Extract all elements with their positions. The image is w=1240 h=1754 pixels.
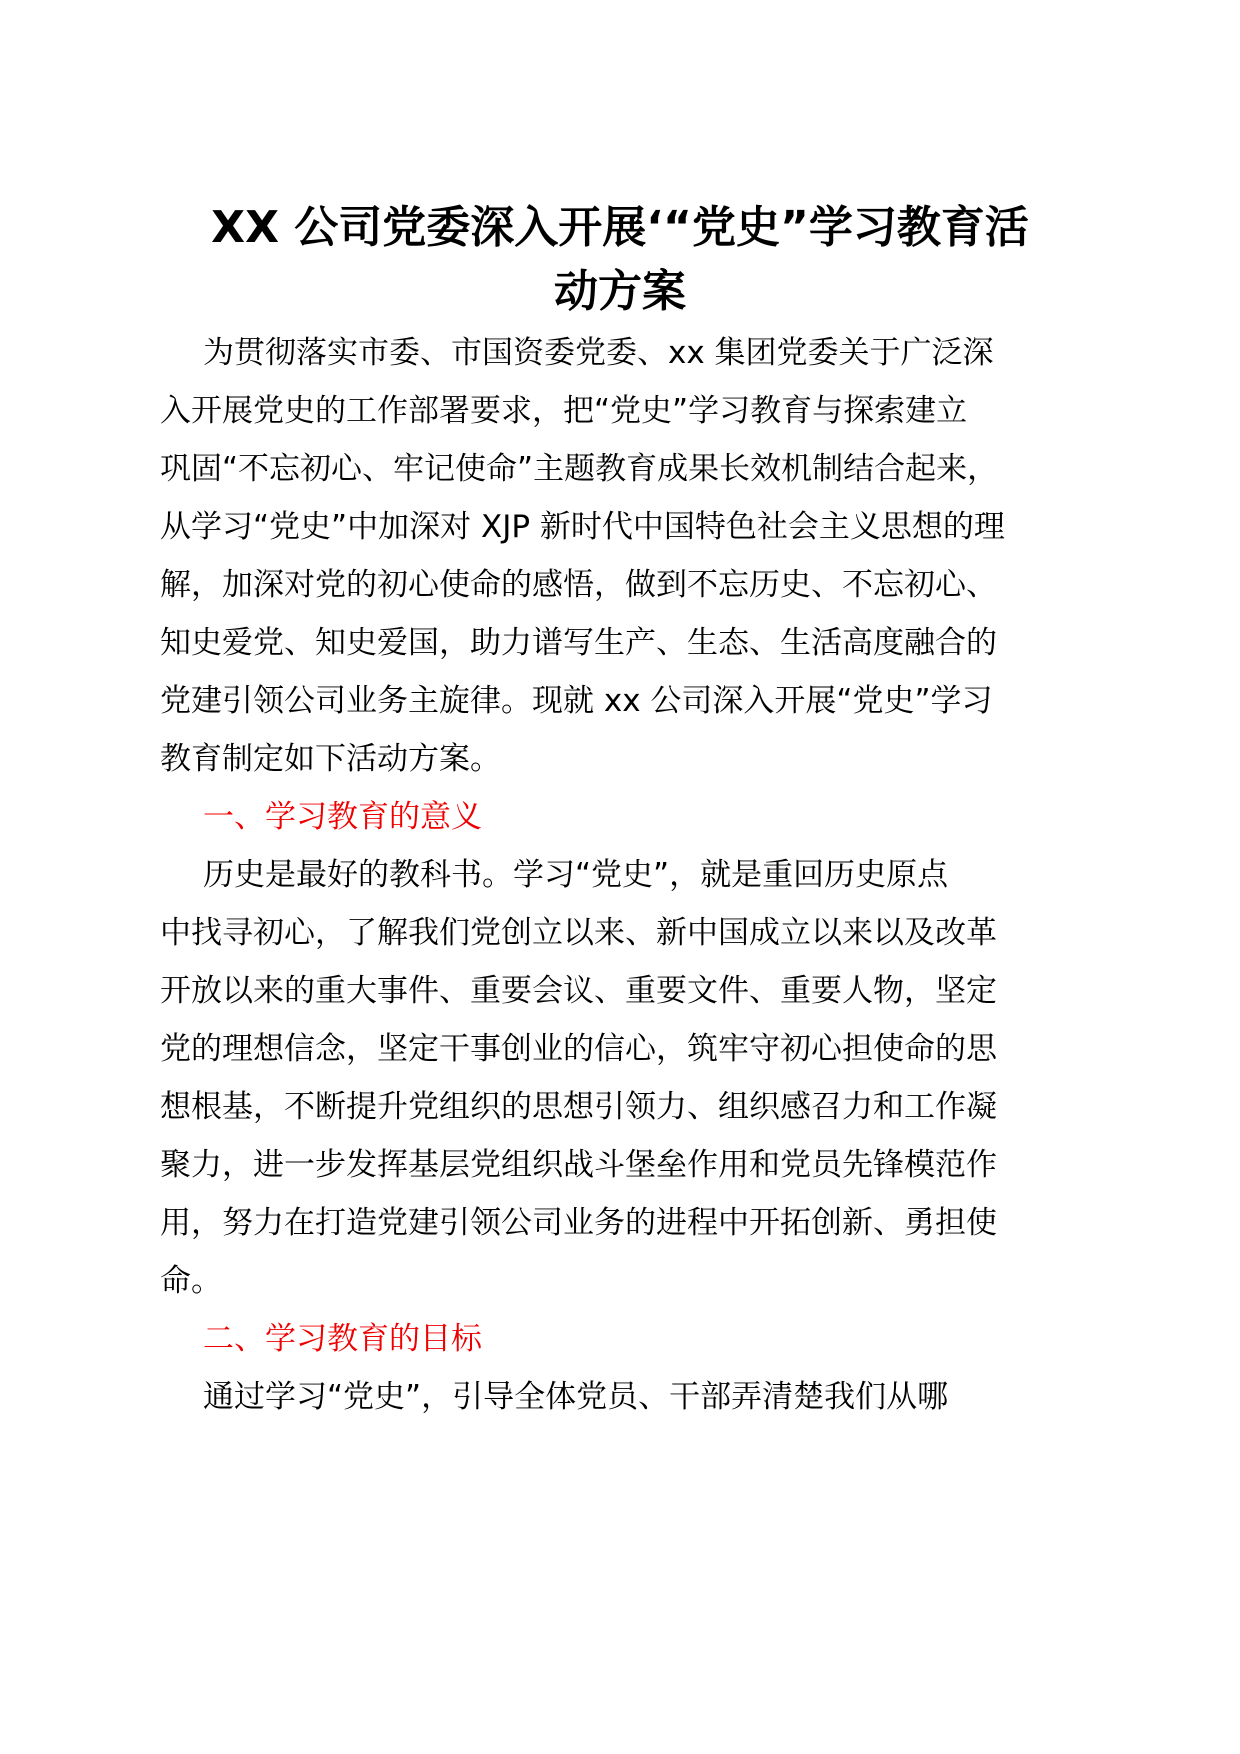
intro-line: 从学习“党史”中加深对 XJP 新时代中国特色社会主义思想的理: [160, 509, 1005, 545]
section-1-line: 开放以来的重大事件、重要会议、重要文件、重要人物，坚定: [160, 973, 997, 1009]
intro-line: 教育制定如下活动方案。: [160, 741, 501, 777]
section-1-line: 党的理想信念，坚定干事创业的信心，筑牢守初心担使命的思: [160, 1031, 997, 1067]
section-2-line: 通过学习“党史”，引导全体党员、干部弄清楚我们从哪: [203, 1379, 949, 1415]
section-1-line: 聚力，进一步发挥基层党组织战斗堡垒作用和党员先锋模范作: [160, 1147, 997, 1183]
section-1-line: 想根基，不断提升党组织的思想引领力、组织感召力和工作凝: [160, 1089, 997, 1125]
section-1-line: 命。: [160, 1263, 222, 1299]
section-2-heading: 二、学习教育的目标: [203, 1321, 482, 1357]
section-1-line: 历史是最好的教科书。学习“党史”，就是重回历史原点: [203, 857, 949, 893]
intro-line: 巩固“不忘初心、牢记使命”主题教育成果长效机制结合起来，: [160, 451, 999, 487]
title-line-1: XX 公司党委深入开展‘“党史”学习教育活: [211, 202, 1029, 253]
intro-line: 党建引领公司业务主旋律。现就 xx 公司深入开展“党史”学习: [160, 683, 993, 719]
intro-line: 解，加深对党的初心使命的感悟，做到不忘历史、不忘初心、: [160, 567, 997, 603]
section-1-line: 用，努力在打造党建引领公司业务的进程中开拓创新、勇担使: [160, 1205, 997, 1241]
intro-line: 为贯彻落实市委、市国资委党委、xx 集团党委关于广泛深: [203, 335, 994, 371]
section-1-heading: 一、学习教育的意义: [203, 799, 482, 835]
intro-line: 入开展党史的工作部署要求，把“党史”学习教育与探索建立: [160, 393, 968, 429]
section-1-line: 中找寻初心，了解我们党创立以来、新中国成立以来以及改革: [160, 915, 997, 951]
title-line-2: 动方案: [554, 266, 686, 317]
intro-line: 知史爱党、知史爱国，助力谱写生产、生态、生活高度融合的: [160, 625, 997, 661]
document-title: [150, 196, 1090, 324]
